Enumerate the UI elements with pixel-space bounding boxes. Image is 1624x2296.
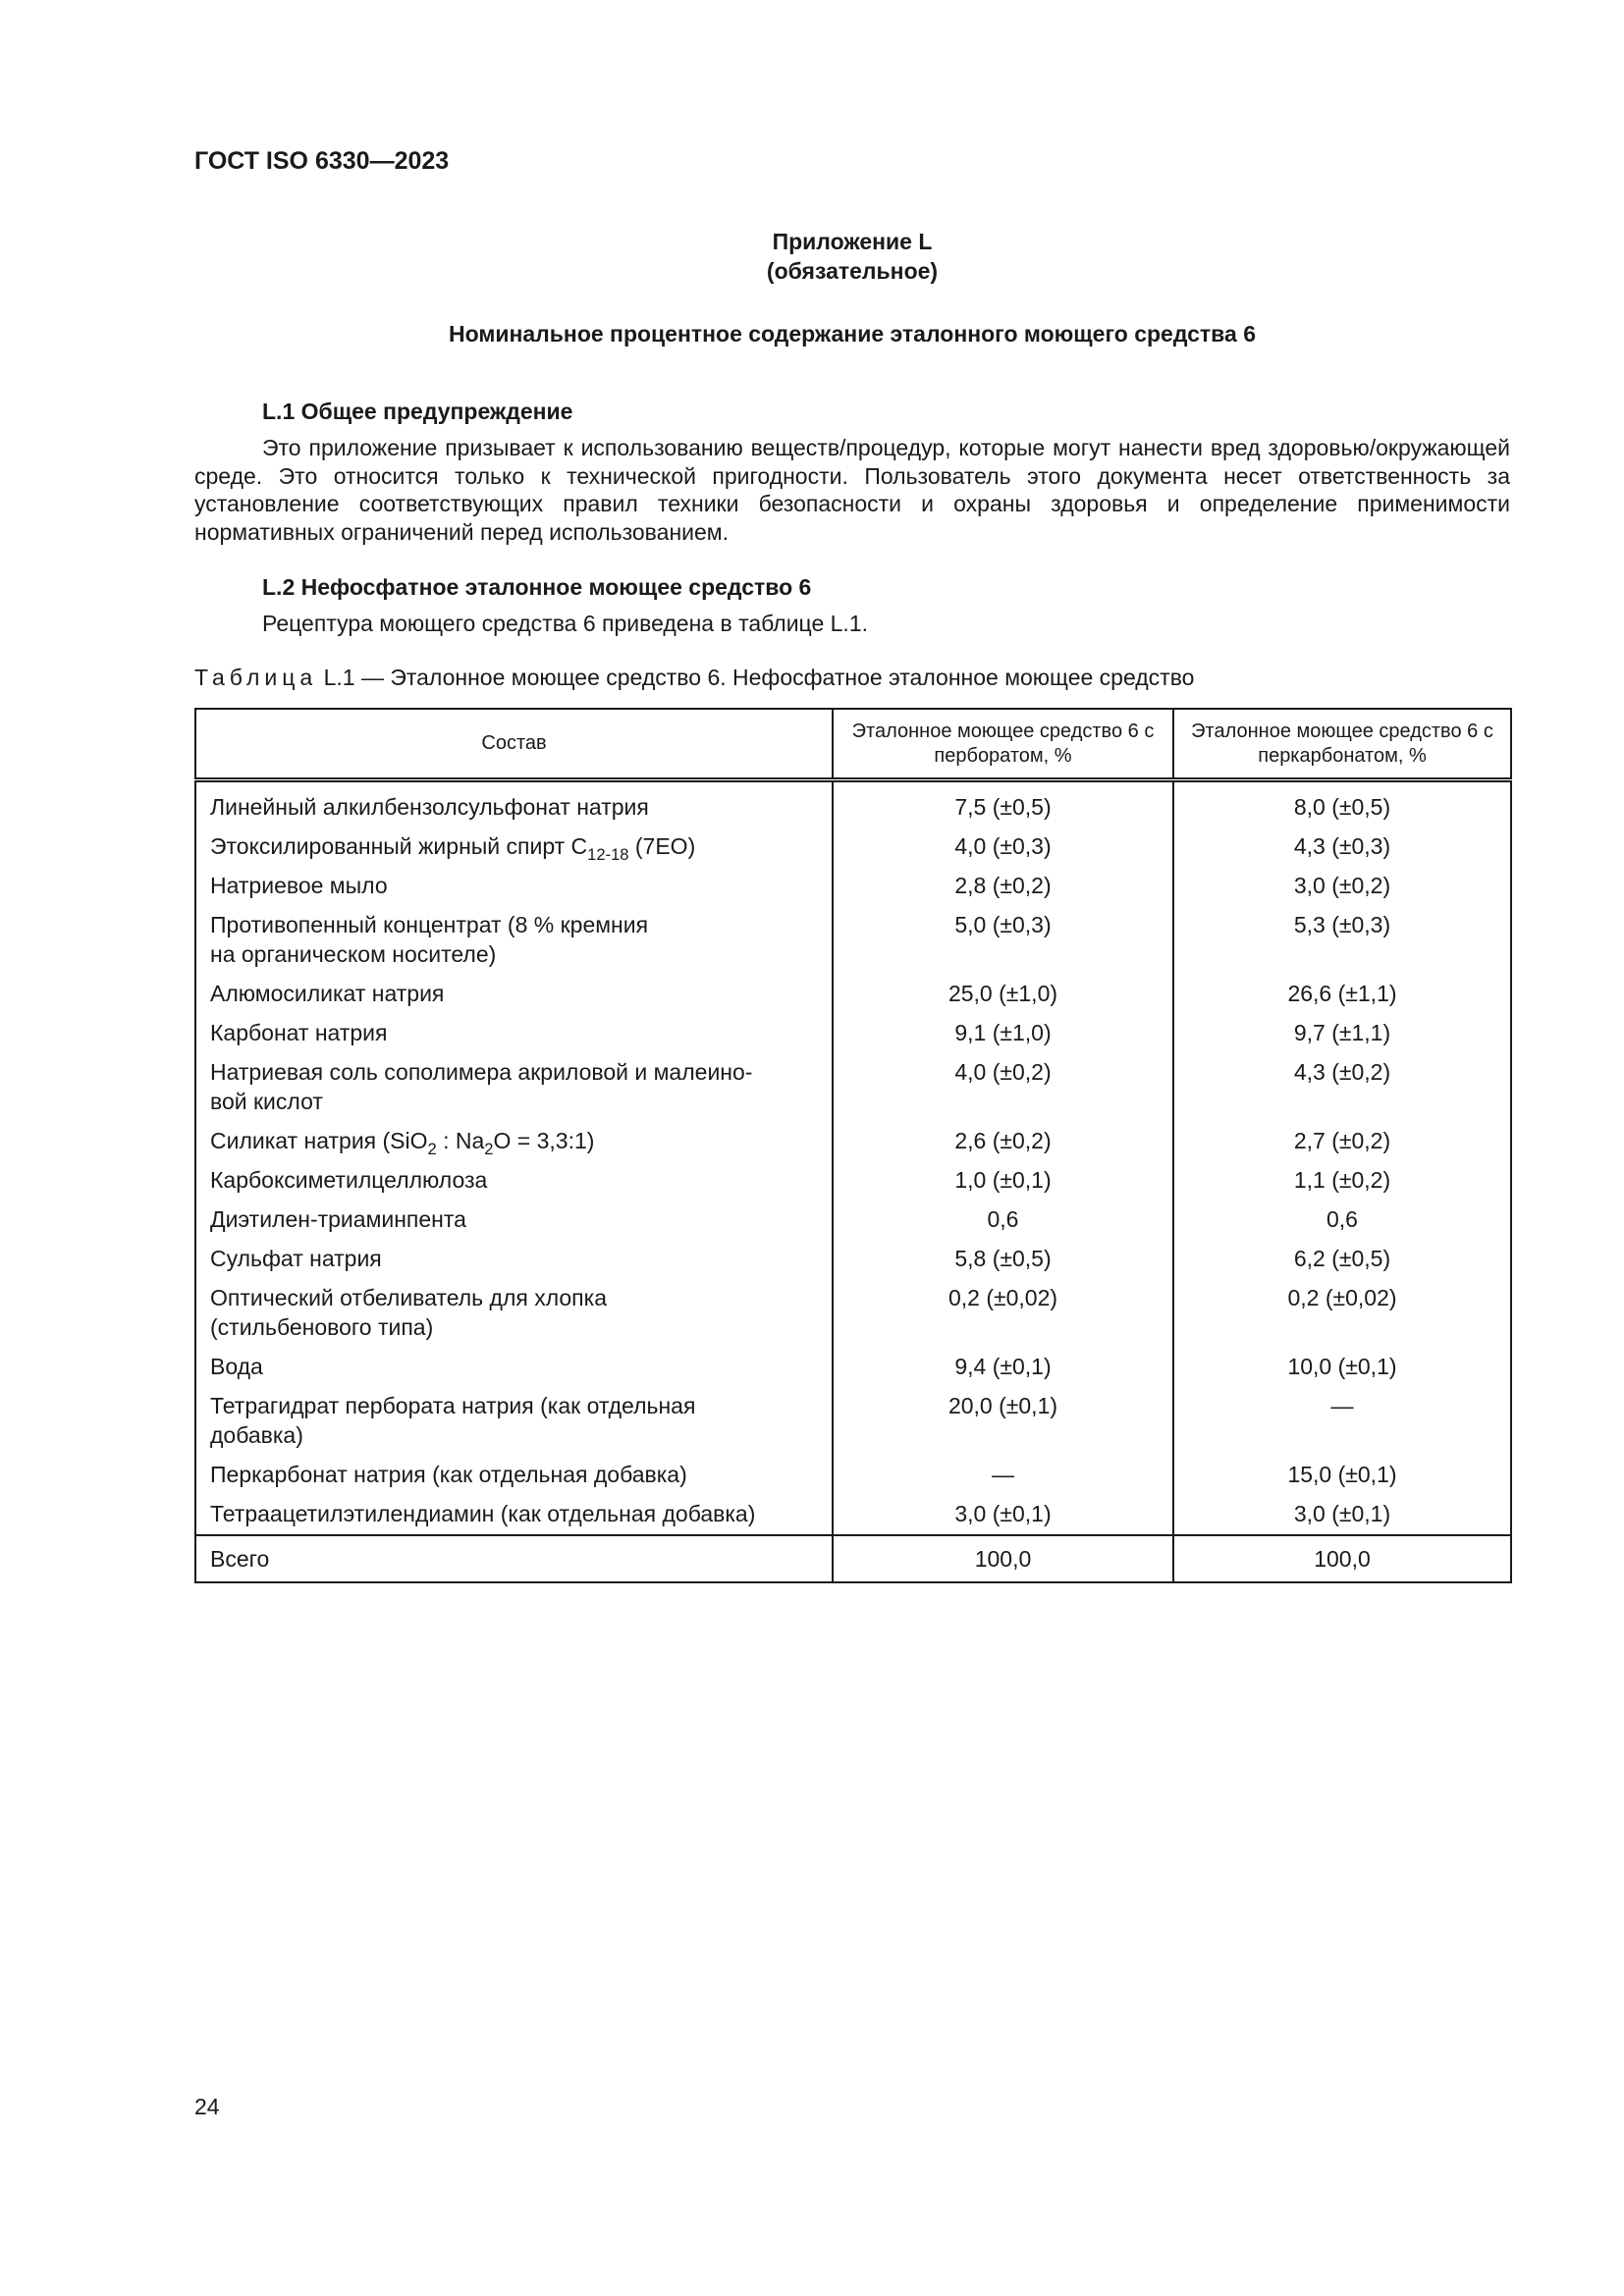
ingredient-name: Сульфат натрия (195, 1238, 833, 1277)
ingredient-name-text: Этоксилированный жирный спирт C (210, 833, 588, 859)
ingredient-name-text: Силикат натрия (SiO (210, 1128, 428, 1153)
table-header-row (195, 709, 1511, 780)
percarbonate-value: 2,7 (±0,2) (1173, 1120, 1511, 1159)
ingredient-name (195, 904, 833, 973)
ingredient-name (195, 1120, 833, 1159)
perborate-value: 9,4 (±0,1) (833, 1346, 1173, 1385)
ingredient-name (195, 1277, 833, 1346)
ingredient-name-line-2: (стильбенового типа) (210, 1314, 434, 1340)
ingredient-name: Диэтилен-триаминпента (195, 1199, 833, 1238)
table-row (195, 1012, 1511, 1051)
percarbonate-value: 0,2 (±0,02) (1173, 1277, 1511, 1346)
ingredient-name-line-2: добавка) (210, 1422, 303, 1448)
percarbonate-value: 0,6 (1173, 1199, 1511, 1238)
perborate-value: 20,0 (±0,1) (833, 1385, 1173, 1454)
ingredient-name: Алюмосиликат натрия (195, 973, 833, 1012)
ingredient-name-line-2: на органическом носителе) (210, 941, 497, 967)
table-row (195, 904, 1511, 973)
ingredient-name-text: : Na (436, 1128, 485, 1153)
table-row (195, 1493, 1511, 1535)
perborate-value: 4,0 (±0,3) (833, 826, 1173, 865)
table-row (195, 1159, 1511, 1199)
ingredient-name (195, 826, 833, 865)
table-row (195, 780, 1511, 827)
ingredient-name-line-1: Оптический отбеливатель для хлопка (210, 1285, 607, 1310)
annex-status: (обязательное) (766, 258, 939, 284)
ingredient-name: Перкарбонат натрия (как отдельная добавка) (195, 1454, 833, 1493)
ingredient-name: Тетраацетилэтилендиамин (как отдельная добавка) (195, 1493, 833, 1535)
table-row (195, 1120, 1511, 1159)
column-header-composition: Состав (195, 709, 833, 780)
percarbonate-value: 10,0 (±0,1) (1173, 1346, 1511, 1385)
composition-table (194, 708, 1512, 1583)
total-percarbonate-value: 100,0 (1173, 1535, 1511, 1582)
perborate-value: 2,6 (±0,2) (833, 1120, 1173, 1159)
ingredient-name-subscript: 2 (484, 1139, 494, 1158)
ingredient-name-text: O = 3,3:1) (493, 1128, 595, 1153)
ingredient-name-line-1: Тетрагидрат пербората натрия (как отдельная (210, 1393, 696, 1418)
percarbonate-value: 1,1 (±0,2) (1173, 1159, 1511, 1199)
ingredient-name-line-1: Противопенный концентрат (8 % кремния (210, 912, 649, 937)
perborate-value: 4,0 (±0,2) (833, 1051, 1173, 1120)
percarbonate-value: 9,7 (±1,1) (1173, 1012, 1511, 1051)
ingredient-name (195, 1051, 833, 1120)
percarbonate-value: 8,0 (±0,5) (1173, 780, 1511, 827)
ingredient-name (195, 1385, 833, 1454)
perborate-value: 1,0 (±0,1) (833, 1159, 1173, 1199)
ingredient-name: Линейный алкилбензолсульфонат натрия (195, 780, 833, 827)
table-row (195, 865, 1511, 904)
perborate-value: 0,6 (833, 1199, 1173, 1238)
percarbonate-value: 4,3 (±0,2) (1173, 1051, 1511, 1120)
perborate-value: — (833, 1454, 1173, 1493)
ingredient-name: Карбонат натрия (195, 1012, 833, 1051)
table-row (195, 1385, 1511, 1454)
percarbonate-value: — (1173, 1385, 1511, 1454)
ingredient-name-subscript: 12-18 (587, 844, 629, 864)
perborate-value: 5,8 (±0,5) (833, 1238, 1173, 1277)
percarbonate-value: 3,0 (±0,2) (1173, 865, 1511, 904)
ingredient-name-subscript: 2 (427, 1139, 437, 1158)
ingredient-name-line-1: Натриевая соль сополимера акриловой и малеино- (210, 1059, 753, 1085)
table-row (195, 826, 1511, 865)
document-code: ГОСТ ISO 6330—2023 (194, 147, 450, 175)
column-header-percarbonate: Эталонное моющее средство 6 с перкарбонатом, % (1173, 709, 1511, 780)
section-text-general-warning: Это приложение призывает к использованию веществ/процедур, которые могут нанести вред здоровью/окружающей среде. Это относится только к технической пригодности. Пользователь этого документа несет ответственность за установление соответствующих правил техники безопасности и охраны здоровья и определение применимости нормативных ограничений перед использованием. (194, 435, 1510, 545)
column-header-perborate: Эталонное моющее средство 6 с перборатом, % (833, 709, 1173, 780)
table-caption-label: Таблица (194, 665, 318, 690)
table-row (195, 973, 1511, 1012)
table-row (195, 1238, 1511, 1277)
perborate-value: 7,5 (±0,5) (833, 780, 1173, 827)
ingredient-name: Карбоксиметилцеллюлоза (195, 1159, 833, 1199)
annex-title: Приложение L (772, 229, 933, 254)
percarbonate-value: 6,2 (±0,5) (1173, 1238, 1511, 1277)
total-label: Всего (195, 1535, 833, 1582)
perborate-value: 3,0 (±0,1) (833, 1493, 1173, 1535)
percarbonate-value: 3,0 (±0,1) (1173, 1493, 1511, 1535)
ingredient-name-text: (7EO) (628, 833, 696, 859)
table-row (195, 1346, 1511, 1385)
total-perborate-value: 100,0 (833, 1535, 1173, 1582)
table-caption (194, 665, 1194, 691)
table-row (195, 1051, 1511, 1120)
table-row (195, 1277, 1511, 1346)
perborate-value: 9,1 (±1,0) (833, 1012, 1173, 1051)
perborate-value: 5,0 (±0,3) (833, 904, 1173, 973)
percarbonate-value: 5,3 (±0,3) (1173, 904, 1511, 973)
perborate-value: 2,8 (±0,2) (833, 865, 1173, 904)
ingredient-name: Натриевое мыло (195, 865, 833, 904)
table-row (195, 1199, 1511, 1238)
percarbonate-value: 26,6 (±1,1) (1173, 973, 1511, 1012)
section-text-nonphosphate-detergent: Рецептура моющего средства 6 приведена в таблице L.1. (262, 611, 869, 636)
ingredient-name: Вода (195, 1346, 833, 1385)
page-number: 24 (194, 2094, 220, 2119)
table-caption-text: L.1 — Эталонное моющее средство 6. Нефосфатное эталонное моющее средство (317, 665, 1195, 690)
table-row (195, 1454, 1511, 1493)
section-heading-general-warning: L.1 Общее предупреждение (262, 399, 573, 424)
percarbonate-value: 4,3 (±0,3) (1173, 826, 1511, 865)
section-heading-nonphosphate-detergent: L.2 Нефосфатное эталонное моющее средство 6 (262, 574, 812, 600)
perborate-value: 0,2 (±0,02) (833, 1277, 1173, 1346)
perborate-value: 25,0 (±1,0) (833, 973, 1173, 1012)
ingredient-name-line-2: вой кислот (210, 1089, 323, 1114)
table-total-row (195, 1535, 1511, 1582)
annex-heading: Номинальное процентное содержание эталонного моющего средства 6 (448, 321, 1256, 347)
percarbonate-value: 15,0 (±0,1) (1173, 1454, 1511, 1493)
